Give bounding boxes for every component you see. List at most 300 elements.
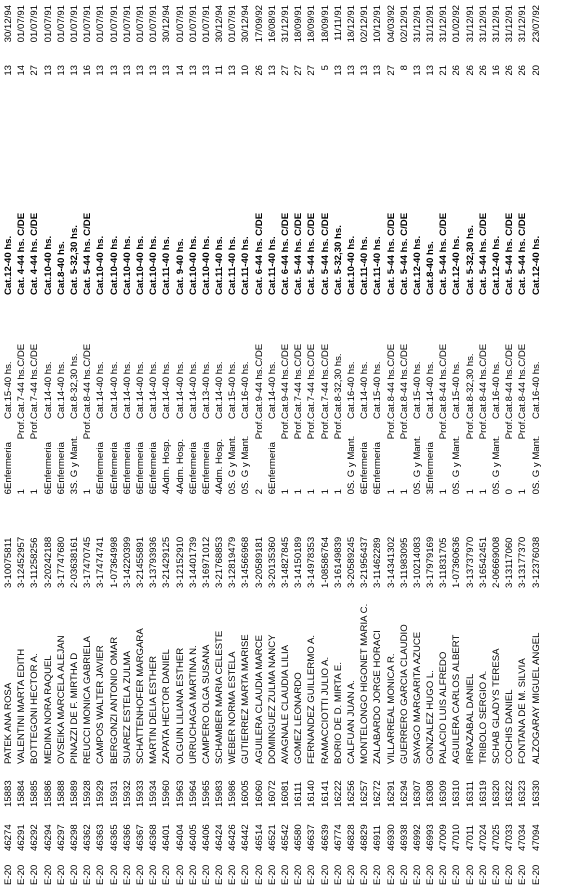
name-cell: OLGUIN LILIANA ESTHER <box>174 647 186 764</box>
schedule-cell: Cat.16-40 hs. <box>345 361 357 419</box>
name-cell: BOTTEGONI HECTOR A. <box>29 653 41 764</box>
area-cell: Enfermeria <box>425 442 437 489</box>
document-cell: 2-06669008 <box>491 536 503 588</box>
area-cell: Prof. <box>16 419 28 440</box>
name-cell: ZAPATA HECTOR DANIEL <box>161 649 173 764</box>
group-cell: 2 <box>253 489 265 495</box>
name-cell: MEDINA NORA RAQUEL <box>42 655 54 764</box>
group-cell: 1 <box>517 489 529 495</box>
legajo-cell: 46405 <box>187 824 199 851</box>
legajo-cell: 46637 <box>306 824 318 851</box>
category-cell: E-20 <box>345 864 357 885</box>
date-cell: 01/07/91 <box>174 5 186 43</box>
group-cell: 0 <box>451 489 463 495</box>
category-hours-cell: Cat.10-40 hs. <box>121 235 133 295</box>
category-cell: E-20 <box>319 864 331 885</box>
category-cell: E-20 <box>398 864 410 885</box>
document-cell: 3-11983095 <box>398 537 410 588</box>
document-cell: 3-20135360 <box>266 536 278 588</box>
group-cell: 1 <box>464 489 476 495</box>
schedule-cell: Cat.14-40 hs. <box>174 361 186 419</box>
category-cell: E-20 <box>451 864 463 885</box>
category-hours-cell: Cat.10-40 hs. <box>345 235 357 295</box>
group-cell: 6 <box>200 489 212 495</box>
number-cell: 16322 <box>504 780 516 807</box>
number-cell: 16294 <box>398 780 410 807</box>
schedule-cell: Cat.8-32,30 hs. <box>69 353 81 419</box>
name-cell: GONZALEZ HUGO L. <box>425 670 437 764</box>
legajo-cell: 47009 <box>438 824 450 851</box>
category-hours-cell: Cat. 5-44 hs. C/DE <box>477 212 489 295</box>
date-cell: 30/12/94 <box>3 5 15 43</box>
number-cell: 15986 <box>227 780 239 807</box>
number-cell: 15933 <box>134 780 146 807</box>
table-row <box>371 5 384 885</box>
group-cell: 4 <box>174 489 186 495</box>
table-row <box>253 5 266 885</box>
document-cell: 2-03638161 <box>69 536 81 588</box>
number-cell: 16005 <box>240 780 252 807</box>
name-cell: BERGONZI ANTONIO OMAR <box>108 636 120 764</box>
date-cell: 31/12/91 <box>477 5 489 43</box>
table-row <box>305 5 318 885</box>
category-hours-cell: Cat.11-40 hs. <box>214 236 226 295</box>
category-hours-cell: Cat.12-40 hs. <box>491 235 503 295</box>
document-cell: 3-13117060 <box>504 537 516 588</box>
name-cell: URRUCHAGA MARTINA N. <box>187 645 199 764</box>
category-cell: E-20 <box>372 864 384 885</box>
date-cell: 01/07/91 <box>42 5 54 43</box>
group-cell: 6 <box>266 489 278 495</box>
area-cell: S. G y Mant. <box>530 435 542 489</box>
table-row <box>319 5 332 885</box>
category-cell: E-20 <box>253 864 265 885</box>
category-cell: E-20 <box>148 864 160 885</box>
group-cell: 1 <box>438 489 450 495</box>
table-body <box>2 5 543 885</box>
name-cell: VILLARREAL MONICA R. <box>385 653 397 764</box>
category-hours-cell: Cat. 5-32,30 hs. <box>464 225 476 295</box>
personnel-table <box>2 5 543 885</box>
group-cell: 1 <box>280 489 292 495</box>
legajo-cell: 47033 <box>504 824 516 851</box>
area-cell: Enfermeria <box>200 442 212 489</box>
document-cell: 1-07360636 <box>451 536 463 588</box>
category-cell: E-20 <box>200 864 212 885</box>
name-cell: MONTELONGO HIGONET MARIA C. <box>359 603 371 764</box>
category-cell: E-20 <box>95 864 107 885</box>
legajo-cell: 47010 <box>451 824 463 851</box>
days-cell: 13 <box>134 65 146 76</box>
category-hours-cell: Cat.10-40 hs. <box>200 235 212 295</box>
category-cell: E-20 <box>491 864 503 885</box>
name-cell: TRIBOLO SERGIO A. <box>477 670 489 764</box>
document-cell: 3-12376038 <box>530 536 542 588</box>
number-cell: 15960 <box>161 780 173 807</box>
table-row <box>384 5 397 885</box>
date-cell: 04/03/92 <box>385 5 397 43</box>
schedule-cell: Cat.7-44 hs.C/DE <box>29 343 41 419</box>
name-cell: FONTANA DE M. SILVIA <box>517 658 529 764</box>
schedule-cell: Cat.15-40 hs. <box>372 361 384 419</box>
schedule-cell: Cat.9-44 hs.C/DE <box>280 343 292 419</box>
schedule-cell: Cat.14-40 hs. <box>187 361 199 419</box>
category-cell: E-20 <box>108 864 120 885</box>
area-cell: Prof. <box>504 419 516 440</box>
number-cell: 16308 <box>425 780 437 807</box>
date-cell: 01/07/91 <box>121 5 133 43</box>
document-cell: 3-11831705 <box>438 537 450 588</box>
name-cell: CAMPOS WALTER JAVIER <box>95 645 107 764</box>
legajo-cell: 46298 <box>69 824 81 851</box>
number-cell: 15965 <box>200 780 212 807</box>
group-cell: 6 <box>148 489 160 495</box>
category-cell: E-20 <box>161 864 173 885</box>
table-row <box>200 5 213 885</box>
days-cell: 13 <box>148 65 160 76</box>
area-cell: Adm. Hosp. <box>161 438 173 489</box>
number-cell: 16072 <box>266 780 278 807</box>
schedule-cell: Cat.7-44 hs.C/DE <box>293 343 305 419</box>
group-cell: 6 <box>42 489 54 495</box>
table-row <box>108 5 121 885</box>
number-cell: 15888 <box>55 780 67 807</box>
days-cell: 13 <box>266 65 278 76</box>
schedule-cell: Cat.14-40 hs. <box>42 361 54 419</box>
number-cell: 16307 <box>411 780 423 807</box>
document-cell: 3-14827845 <box>280 536 292 588</box>
date-cell: 31/12/91 <box>464 5 476 43</box>
date-cell: 31/12/91 <box>425 5 437 43</box>
name-cell: SUAREZ ESTELA ZULMA <box>121 650 133 764</box>
days-cell: 13 <box>411 65 423 76</box>
table-row <box>490 5 503 885</box>
category-cell: E-20 <box>385 864 397 885</box>
days-cell: 13 <box>345 65 357 76</box>
group-cell: 0 <box>530 489 542 495</box>
document-cell: 3-11258256 <box>29 537 41 588</box>
schedule-cell: Cat.8-44 hs.C/DE <box>504 343 516 419</box>
days-cell: 26 <box>477 65 489 76</box>
table-row <box>477 5 490 885</box>
area-cell: S. G y Mant. <box>240 435 252 489</box>
date-cell: 18/09/91 <box>306 5 318 43</box>
number-cell: 16060 <box>253 780 265 807</box>
days-cell: 27 <box>293 65 305 76</box>
group-cell: 0 <box>345 489 357 495</box>
area-cell: Prof. <box>319 419 331 440</box>
legajo-cell: 46442 <box>240 824 252 851</box>
legajo-cell: 46542 <box>280 824 292 851</box>
table-row <box>187 5 200 885</box>
group-cell: 6 <box>121 489 133 495</box>
legajo-cell: 46829 <box>359 824 371 851</box>
days-cell: 26 <box>253 65 265 76</box>
legajo-cell: 46930 <box>385 824 397 851</box>
area-cell: Prof. <box>517 419 529 440</box>
number-cell: 16310 <box>451 780 463 807</box>
days-cell: 13 <box>425 65 437 76</box>
date-cell: 31/12/91 <box>517 5 529 43</box>
document-cell: 1-08586764 <box>319 536 331 588</box>
category-hours-cell: Cat.10-40 hs. <box>42 235 54 295</box>
document-cell: 3-14978353 <box>306 536 318 588</box>
date-cell: 01/02/92 <box>451 5 463 43</box>
name-cell: FERNANDEZ GUILLERMO A. <box>306 634 318 764</box>
group-cell: 1 <box>82 489 94 495</box>
group-cell: 1 <box>16 489 28 495</box>
area-cell: Enfermeria <box>42 442 54 489</box>
date-cell: 01/07/91 <box>29 5 41 43</box>
legajo-cell: 46521 <box>266 824 278 851</box>
days-cell: 20 <box>530 65 542 76</box>
category-cell: E-20 <box>477 864 489 885</box>
group-cell: 4 <box>214 489 226 495</box>
name-cell: GOMEZ LEONARDO <box>293 672 305 764</box>
date-cell: 31/12/91 <box>411 5 423 43</box>
category-hours-cell: Cat. 5-44 hs. C/DE <box>517 212 529 295</box>
days-cell: 26 <box>517 65 529 76</box>
legajo-cell: 47025 <box>491 824 503 851</box>
table-row <box>266 5 279 885</box>
days-cell: 26 <box>451 65 463 76</box>
days-cell: 13 <box>3 65 15 76</box>
number-cell: 16222 <box>332 780 344 807</box>
category-cell: E-20 <box>425 864 437 885</box>
name-cell: PALACIO LUIS ALFREDO <box>438 651 450 764</box>
group-cell: 6 <box>3 489 15 495</box>
table-row <box>173 5 186 885</box>
days-cell: 16 <box>491 65 503 76</box>
days-cell: 27 <box>280 65 292 76</box>
area-cell: S. G y Mant. <box>69 435 81 489</box>
days-cell: 13 <box>359 65 371 76</box>
legajo-cell: 46426 <box>227 824 239 851</box>
schedule-cell: Cat.8-32,30 hs. <box>332 353 344 419</box>
number-cell: 15885 <box>29 780 41 807</box>
date-cell: 01/07/91 <box>108 5 120 43</box>
category-cell: E-20 <box>134 864 146 885</box>
category-cell: E-20 <box>174 864 186 885</box>
number-cell: 15932 <box>121 780 133 807</box>
group-cell: 4 <box>161 489 173 495</box>
category-hours-cell: Cat.10-40 hs. <box>148 235 160 295</box>
document-cell: 3-10214083 <box>411 536 423 588</box>
name-cell: MARTIN DELIA ESTHER <box>148 655 160 764</box>
group-cell: 6 <box>359 489 371 495</box>
category-cell: E-20 <box>530 864 542 885</box>
legajo-cell: 46401 <box>161 824 173 851</box>
date-cell: 01/07/91 <box>187 5 199 43</box>
category-cell: E-20 <box>464 864 476 885</box>
category-hours-cell: Cat.10-40 hs. <box>187 235 199 295</box>
name-cell: SAYAGO MARGARITA AZUCE <box>411 631 423 764</box>
category-hours-cell: Cat. 6-44 hs. C/DE <box>280 212 292 295</box>
legajo-cell: 47034 <box>517 824 529 851</box>
document-cell: 3-21455891 <box>134 536 146 588</box>
days-cell: 14 <box>174 65 186 76</box>
area-cell: Prof. <box>280 419 292 440</box>
category-cell: E-20 <box>214 864 226 885</box>
table-row <box>424 5 437 885</box>
category-hours-cell: Cat.11-40 hs. <box>240 236 252 295</box>
category-cell: E-20 <box>227 864 239 885</box>
date-cell: 17/09/92 <box>253 5 265 43</box>
schedule-cell: Cat.7-44 hs.C/DE <box>16 343 28 419</box>
date-cell: 01/07/91 <box>227 5 239 43</box>
category-cell: E-20 <box>293 864 305 885</box>
number-cell: 16291 <box>385 780 397 807</box>
group-cell: 6 <box>372 489 384 495</box>
category-hours-cell: Cat. 5-32,30 hs. <box>69 225 81 295</box>
document-cell: 3-14401739 <box>187 536 199 588</box>
table-row <box>55 5 68 885</box>
name-cell: OVSEIKA MARCELA ALEJAN <box>55 635 67 764</box>
number-cell: 16081 <box>280 780 292 807</box>
document-cell: 3-13737970 <box>464 536 476 588</box>
legajo-cell: 46292 <box>29 824 41 851</box>
category-hours-cell: Cat. 5-44 hs. C/DE <box>319 212 331 295</box>
area-cell: Prof. <box>332 419 344 440</box>
group-cell: 1 <box>332 489 344 495</box>
date-cell: 18/09/91 <box>319 5 331 43</box>
schedule-cell: Cat.14-40 hs. <box>55 361 67 419</box>
name-cell: GUERRERO GARCIA CLAUDIO <box>398 624 410 764</box>
schedule-cell: Cat.14-40 hs. <box>134 361 146 419</box>
area-cell: Enfermeria <box>372 442 384 489</box>
number-cell: 16320 <box>491 780 503 807</box>
category-hours-cell: Cat. 5-44 hs. C/DE <box>293 212 305 295</box>
schedule-cell: Cat.8-44 hs.C/DE <box>385 343 397 419</box>
category-hours-cell: Cat.11-40 hs. <box>372 236 384 295</box>
category-hours-cell: Cat.10-40 hs. <box>134 235 146 295</box>
schedule-cell: Cat.14-40 hs. <box>161 361 173 419</box>
number-cell: 16272 <box>372 780 384 807</box>
days-cell: 8 <box>398 65 410 71</box>
days-cell: 13 <box>55 65 67 76</box>
date-cell: 31/12/91 <box>491 5 503 43</box>
name-cell: ZALABARDO JORGE HORACI <box>372 630 384 764</box>
category-cell: E-20 <box>42 864 54 885</box>
legajo-cell: 46366 <box>121 824 133 851</box>
category-hours-cell: Cat. 5-44 hs. C/DE <box>398 212 410 295</box>
category-cell: E-20 <box>266 864 278 885</box>
date-cell: 01/07/91 <box>82 5 94 43</box>
schedule-cell: Cat.14-40 hs. <box>95 361 107 419</box>
group-cell: 3 <box>425 489 437 495</box>
category-hours-cell: Cat.10-40 hs. <box>95 235 107 295</box>
document-cell: 3-20242188 <box>42 536 54 588</box>
legajo-cell: 46404 <box>174 824 186 851</box>
document-cell: 3-14150189 <box>293 536 305 588</box>
area-cell: Enfermeria <box>134 442 146 489</box>
table-row <box>2 5 15 885</box>
group-cell: 0 <box>504 489 516 495</box>
area-cell: Enfermeria <box>187 442 199 489</box>
table-row <box>28 5 41 885</box>
category-hours-cell: Cat. 9-40 hs. <box>174 238 186 295</box>
legajo-cell: 46992 <box>411 824 423 851</box>
category-hours-cell: Cat.10-40 hs. <box>108 235 120 295</box>
category-hours-cell: Cat. 5-44 hs. C/DE <box>306 212 318 295</box>
name-cell: AVAGNALE CLAUDIA LILIA <box>280 644 292 764</box>
document-cell: 3-17474741 <box>95 536 107 588</box>
date-cell: 23/07/92 <box>530 5 542 43</box>
document-cell: 1-07364998 <box>108 536 120 588</box>
name-cell: AGUILERA CLAUDIA MARCE <box>253 634 265 764</box>
schedule-cell: Cat.15-40 hs. <box>227 361 239 419</box>
table-row <box>292 5 305 885</box>
days-cell: 26 <box>464 65 476 76</box>
area-cell: S. G y Mant. <box>491 435 503 489</box>
category-hours-cell: Cat.8-40 hs. <box>425 241 437 295</box>
table-row <box>279 5 292 885</box>
category-cell: E-20 <box>411 864 423 885</box>
number-cell: 15963 <box>174 780 186 807</box>
number-cell: 15883 <box>3 780 15 807</box>
area-cell: S. G y Mant. <box>411 435 423 489</box>
schedule-cell: Cat.15-40 hs. <box>411 361 423 419</box>
table-row <box>121 5 134 885</box>
group-cell: 3 <box>69 489 81 495</box>
category-hours-cell: Cat. 5-44 hs. C/DE <box>438 212 450 295</box>
schedule-cell: Cat.15-40 hs. <box>3 361 15 419</box>
group-cell: 0 <box>227 489 239 495</box>
document-cell: 3-20589245 <box>345 536 357 588</box>
document-cell: 3-21768853 <box>214 536 226 588</box>
name-cell: GUTIERREZ MARTA MARISE <box>240 634 252 764</box>
schedule-cell: Cat.9-44 hs.C/DE <box>253 343 265 419</box>
area-cell: Adm. Hosp. <box>174 438 186 489</box>
category-cell: E-20 <box>438 864 450 885</box>
category-cell: E-20 <box>3 864 15 885</box>
area-cell: Prof. <box>438 419 450 440</box>
area-cell: Enfermeria <box>3 442 15 489</box>
days-cell: 27 <box>385 65 397 76</box>
schedule-cell: Cat.7-44 hs.C/DE <box>306 343 318 419</box>
table-row <box>134 5 147 885</box>
days-cell: 26 <box>504 65 516 76</box>
schedule-cell: Cat.8-44 hs.C/DE <box>477 343 489 419</box>
schedule-cell: Cat.8-44 hs.C/DE <box>438 343 450 419</box>
category-cell: E-20 <box>504 864 516 885</box>
legajo-cell: 46774 <box>332 824 344 851</box>
name-cell: WEBER NORMA ESTELA <box>227 651 239 764</box>
date-cell: 10/12/91 <box>372 5 384 43</box>
category-cell: E-20 <box>55 864 67 885</box>
date-cell: 02/12/91 <box>398 5 410 43</box>
legajo-cell: 47024 <box>477 824 489 851</box>
number-cell: 15931 <box>108 780 120 807</box>
area-cell: Prof. <box>398 419 410 440</box>
days-cell: 13 <box>161 65 173 76</box>
document-cell: 3-16149839 <box>332 536 344 588</box>
date-cell: 11/11/91 <box>332 5 344 41</box>
legajo-cell: 46639 <box>319 824 331 851</box>
date-cell: 01/07/91 <box>95 5 107 43</box>
group-cell: 1 <box>306 489 318 495</box>
name-cell: REUCCI MONICA GABRIELA <box>82 636 94 764</box>
legajo-cell: 46424 <box>214 824 226 851</box>
table-row <box>411 5 424 885</box>
schedule-cell: Cat.14-40 hs. <box>425 361 437 419</box>
name-cell: AGUILERA CARLOS ALBERT <box>451 634 463 764</box>
name-cell: BORIO DE D. MIRTA E. <box>332 662 344 764</box>
category-cell: E-20 <box>359 864 371 885</box>
document-cell: 3-13177370 <box>517 536 529 588</box>
document-cell: 3-21956437 <box>359 536 371 588</box>
category-hours-cell: Cat. 6-44 hs. C/DE <box>253 212 265 295</box>
